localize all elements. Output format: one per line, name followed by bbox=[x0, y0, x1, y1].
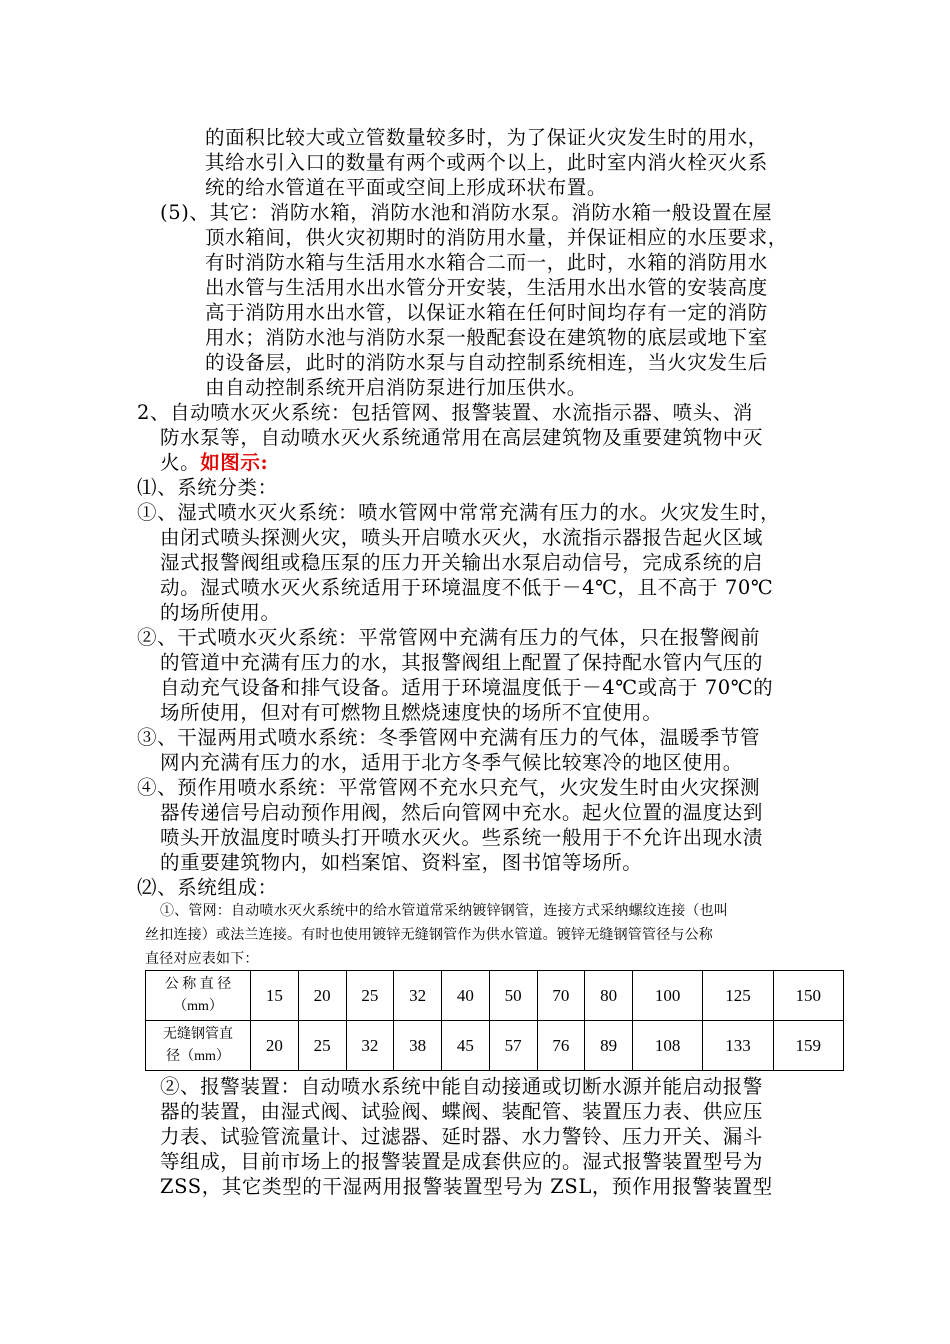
table-cell: 57 bbox=[489, 1021, 537, 1071]
subsection-heading: ⑴、系统分类： bbox=[137, 476, 278, 499]
small-text-line: 直径对应表如下： bbox=[145, 951, 259, 967]
text-line: 高于消防用水出水管，以保证水箱在任何时间均存有一定的消防 bbox=[205, 301, 768, 324]
text-line: ②、报警装置：自动喷水系统中能自动接通或切断水源并能启动报警 bbox=[160, 1075, 764, 1098]
table-cell: 32 bbox=[394, 971, 442, 1021]
subsection-heading: ⑵、系统组成： bbox=[137, 876, 278, 899]
table-cell: 25 bbox=[346, 971, 394, 1021]
text-line: 器的装置，由湿式阀、试验阀、蝶阀、装配管、装置压力表、供应压 bbox=[160, 1100, 764, 1123]
text-line: 用水；消防水池与消防水泵一般配套设在建筑物的底层或地下室 bbox=[205, 326, 768, 349]
table-cell: 20 bbox=[298, 971, 346, 1021]
text-line: 网内充满有压力的水，适用于北方冬季气候比较寒冷的地区使用。 bbox=[160, 751, 743, 774]
text-line: 的管道中充满有压力的水，其报警阀组上配置了保持配水管内气压的 bbox=[160, 651, 764, 674]
table-cell: 32 bbox=[346, 1021, 394, 1071]
text-line: 湿式报警阀组或稳压泵的压力开关输出水泵启动信号，完成系统的启 bbox=[160, 551, 764, 574]
text-line bbox=[160, 451, 268, 475]
text-line: 由闭式喷头探测火灾，喷头开启喷水灭火，水流指示器报告起火区域 bbox=[160, 526, 764, 549]
text-line: 的面积比较大或立管数量较多时，为了保证火灾发生时的用水， bbox=[205, 126, 768, 149]
text-line: ①、湿式喷水灭火系统：喷水管网中常常充满有压力的水。火灾发生时， bbox=[137, 501, 781, 524]
text-line: 力表、试验管流量计、过滤器、延时器、水力警铃、压力开关、漏斗 bbox=[160, 1125, 764, 1148]
small-text-line: ①、管网：自动喷水灭火系统中的给水管道常采纳镀锌钢管，连接方式采纳螺纹连接（也叫 bbox=[160, 903, 728, 919]
header-label-unit: 径（mm） bbox=[166, 1048, 230, 1064]
text-line: ZSS，其它类型的干湿两用报警装置型号为 ZSL，预作用报警装置型 bbox=[160, 1175, 773, 1198]
text-line: ③、干湿两用式喷水系统：冬季管网中充满有压力的气体，温暖季节管 bbox=[137, 726, 761, 749]
table-cell: 80 bbox=[585, 971, 633, 1021]
text-span: 火。 bbox=[160, 451, 201, 474]
header-label: 无缝钢管直 bbox=[163, 1026, 233, 1042]
text-line: (5)、其它：消防水箱，消防水池和消防水泵。消防水箱一般设置在屋 bbox=[160, 201, 773, 224]
table-cell: 70 bbox=[537, 971, 585, 1021]
text-line: 器传递信号启动预作用阀，然后向管网中充水。起火位置的温度达到 bbox=[160, 801, 764, 824]
table-cell: 40 bbox=[442, 971, 490, 1021]
table-row bbox=[146, 1021, 844, 1071]
text-line: 由自动控制系统开启消防泵进行加压供水。 bbox=[205, 376, 587, 399]
text-line: 其给水引入口的数量有两个或两个以上，此时室内消火栓灭火系 bbox=[205, 151, 768, 174]
text-line: 的重要建筑物内，如档案馆、资料室，图书馆等场所。 bbox=[160, 851, 643, 874]
header-label: 公 称 直 径 bbox=[164, 976, 232, 992]
small-text-line: 丝扣连接）或法兰连接。有时也使用镀锌无缝钢管作为供水管道。镀锌无缝钢管管径与公称 bbox=[145, 927, 713, 943]
text-line: 有时消防水箱与生活用水水箱合二而一，此时，水箱的消防用水 bbox=[205, 251, 768, 274]
text-line: ②、干式喷水灭火系统：平常管网中充满有压力的气体，只在报警阀前 bbox=[137, 626, 761, 649]
figure-reference: 如图示: bbox=[200, 451, 269, 474]
table-cell: 159 bbox=[773, 1021, 843, 1071]
table-cell: 45 bbox=[442, 1021, 490, 1071]
table-cell: 25 bbox=[298, 1021, 346, 1071]
table-row bbox=[146, 971, 844, 1021]
text-line: 自动充气设备和排气设备。适用于环境温度低于－4℃或高于 70℃的 bbox=[160, 676, 774, 699]
section-heading: 2、自动喷水灭火系统：包括管网、报警装置、水流指示器、喷头、消 bbox=[137, 401, 754, 424]
text-line: 等组成，目前市场上的报警装置是成套供应的。湿式报警装置型号为 bbox=[160, 1150, 764, 1173]
table-cell: 100 bbox=[633, 971, 703, 1021]
table-cell: 20 bbox=[251, 1021, 299, 1071]
row-header-nominal bbox=[146, 971, 251, 1021]
text-line: 的场所使用。 bbox=[160, 601, 281, 624]
text-line: ④、预作用喷水系统：平常管网不充水只充气，火灾发生时由火灾探测 bbox=[137, 776, 761, 799]
text-line: 统的给水管道在平面或空间上形成环状布置。 bbox=[205, 176, 608, 199]
row-header-seamless bbox=[146, 1021, 251, 1071]
table-cell: 108 bbox=[633, 1021, 703, 1071]
text-line: 场所使用，但对有可燃物且燃烧速度快的场所不宜使用。 bbox=[160, 701, 663, 724]
table-cell: 15 bbox=[251, 971, 299, 1021]
header-label-unit: （mm） bbox=[173, 998, 223, 1014]
table-cell: 38 bbox=[394, 1021, 442, 1071]
table-cell: 50 bbox=[489, 971, 537, 1021]
table-cell: 76 bbox=[537, 1021, 585, 1071]
table-cell: 150 bbox=[773, 971, 843, 1021]
text-line: 防水泵等，自动喷水灭火系统通常用在高层建筑物及重要建筑物中灭 bbox=[160, 426, 764, 449]
text-line: 动。湿式喷水灭火系统适用于环境温度不低于－4℃，且不高于 70℃ bbox=[160, 576, 774, 599]
text-line: 出水管与生活用水出水管分开安装，生活用水出水管的安装高度 bbox=[205, 276, 768, 299]
table-cell: 125 bbox=[703, 971, 773, 1021]
pipe-diameter-table bbox=[145, 970, 844, 1071]
text-line: 喷头开放温度时喷头打开喷水灭火。些系统一般用于不允许出现水渍 bbox=[160, 826, 764, 849]
table-cell: 89 bbox=[585, 1021, 633, 1071]
text-line: 顶水箱间，供火灾初期时的消防用水量，并保证相应的水压要求， bbox=[205, 226, 788, 249]
text-line: 的设备层，此时的消防水泵与自动控制系统相连，当火灾发生后 bbox=[205, 351, 768, 374]
table-cell: 133 bbox=[703, 1021, 773, 1071]
